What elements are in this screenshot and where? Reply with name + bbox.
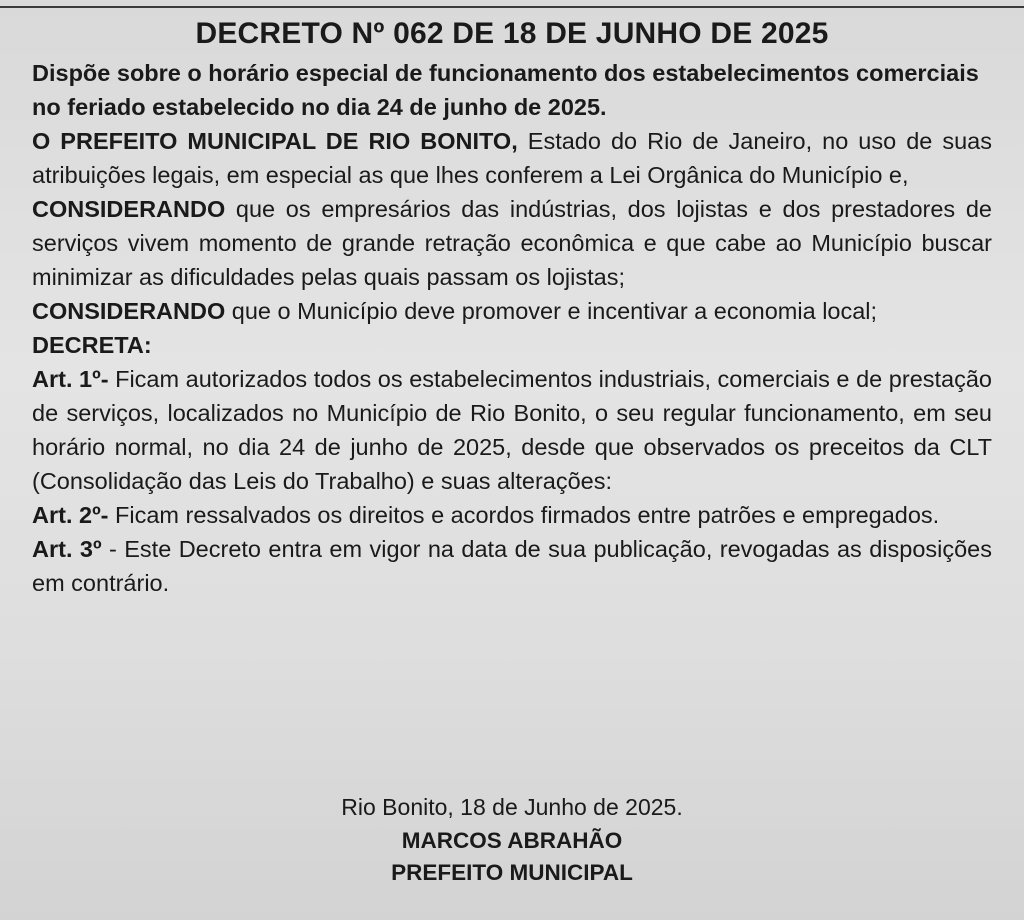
considerando-2-lead: CONSIDERANDO xyxy=(32,298,226,324)
preamble-paragraph xyxy=(32,124,992,192)
considerando-2-text: que o Município deve promover e incentivar a economia local; xyxy=(225,298,878,324)
considerando-1-text: que os empresários das indústrias, dos lojistas e dos prestadores de serviços vivem momento de grande retração econômica e que cabe ao Município buscar minimizar as dificuldades pelas quais passam os lojistas; xyxy=(32,196,992,290)
considerando-paragraph-2 xyxy=(32,294,992,328)
decreta-heading: DECRETA: xyxy=(32,332,152,358)
decree-title: DECRETO Nº 062 DE 18 DE JUNHO DE 2025 xyxy=(195,17,829,50)
preamble-text: Estado do Rio de Janeiro, no uso de suas atribuições legais, em especial as que lhes conferem a Lei Orgânica do Município e, xyxy=(32,128,993,188)
article-2-text: Ficam ressalvados os direitos e acordos firmados entre patrões e empregados. xyxy=(108,502,940,528)
signatory-role: PREFEITO MUNICIPAL xyxy=(391,860,633,885)
preamble-lead: O PREFEITO MUNICIPAL DE RIO BONITO, xyxy=(32,128,518,154)
article-1-lead: Art. 1º- xyxy=(32,366,109,392)
signatory-name: MARCOS ABRAHÃO xyxy=(401,828,623,853)
article-2 xyxy=(32,498,992,532)
article-3 xyxy=(32,532,992,600)
decree-body xyxy=(32,12,992,600)
article-1 xyxy=(32,362,992,498)
considerando-paragraph-1 xyxy=(32,192,992,294)
article-1-text: Ficam autorizados todos os estabelecimentos industriais, comerciais e de prestação de serviços, localizados no Município de Rio Bonito, o seu regular funcionamento, em seu horário normal, no dia 24 de junho de 2025, desde que observados os preceitos da CLT (Consolidação das Leis do Trabalho) e suas alterações: xyxy=(32,366,992,494)
article-3-lead: Art. 3º xyxy=(32,536,102,562)
top-divider xyxy=(0,6,1024,8)
place-date: Rio Bonito, 18 de Junho de 2025. xyxy=(341,794,683,820)
article-3-text: - Este Decreto entra em vigor na data de sua publicação, revogadas as disposições em contrário. xyxy=(32,536,992,596)
considerando-1-lead: CONSIDERANDO xyxy=(32,196,226,222)
article-2-lead: Art. 2º- xyxy=(32,502,109,528)
decree-subject: Dispõe sobre o horário especial de funcionamento dos estabelecimentos comerciais no feriado estabelecido no dia 24 de junho de 2025. xyxy=(32,60,979,120)
